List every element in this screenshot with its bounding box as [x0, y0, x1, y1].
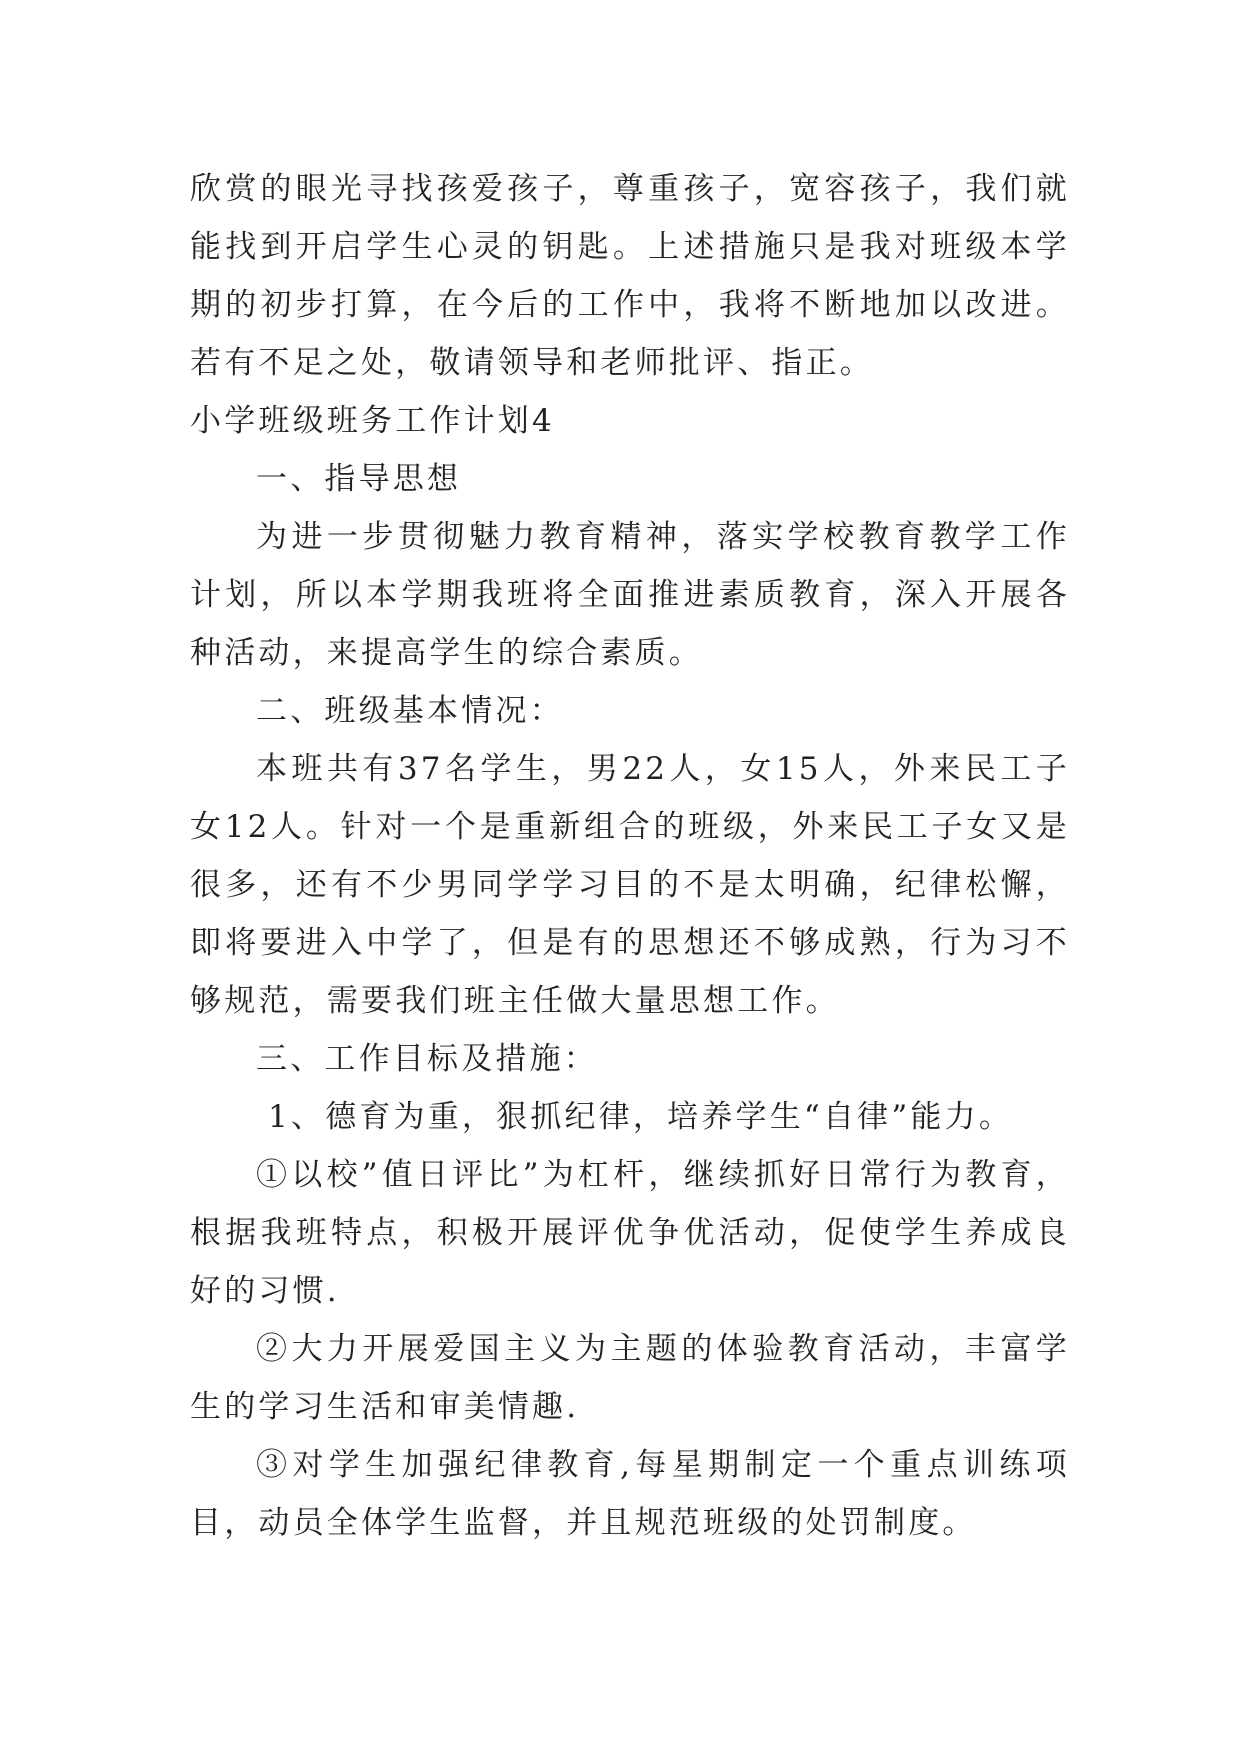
- list-item-moral-education: 1、德育为重，狠抓纪律，培养学生“自律”能力。: [268, 1099, 1014, 1135]
- section-heading-goals-measures: 三、工作目标及措施：: [256, 1041, 598, 1077]
- section-paragraph-guiding-ideology: 为进一步贯彻魅力教育精神，落实学校教育教学工作计划，所以本学期我班将全面推进素质教育，深入开展各种活动，来提高学生的综合素质。: [190, 519, 1070, 671]
- list-point-patriotic-education: ②大力开展爱国主义为主题的体验教育活动，丰富学生的学习生活和审美情趣.: [190, 1331, 1070, 1425]
- document-title: 小学班级班务工作计划4: [190, 403, 555, 439]
- document-body: [190, 160, 1070, 1552]
- section-heading-guiding-ideology: 一、指导思想: [256, 461, 462, 497]
- section-paragraph-class-situation: 本班共有37名学生，男22人，女15人，外来民工子女12人。针对一个是重新组合的班级，外来民工子女又是很多，还有不少男同学学习目的不是太明确，纪律松懈，即将要进入中学了，但是有的思想还不够成熟，行为习不够规范，需要我们班主任做大量思想工作。: [190, 751, 1070, 1019]
- list-point-discipline-education: ③对学生加强纪律教育,每星期制定一个重点训练项目，动员全体学生监督，并且规范班级的处罚制度。: [190, 1447, 1070, 1541]
- intro-paragraph: 欣赏的眼光寻找孩爱孩子，尊重孩子，宽容孩子，我们就能找到开启学生心灵的钥匙。上述措施只是我对班级本学期的初步打算，在今后的工作中，我将不断地加以改进。若有不足之处，敬请领导和老师批评、指正。: [190, 171, 1070, 381]
- list-point-duty-evaluation: ①以校”值日评比”为杠杆，继续抓好日常行为教育，根据我班特点，积极开展评优争优活动，促使学生养成良好的习惯.: [190, 1157, 1070, 1309]
- section-heading-class-situation: 二、班级基本情况：: [256, 693, 564, 729]
